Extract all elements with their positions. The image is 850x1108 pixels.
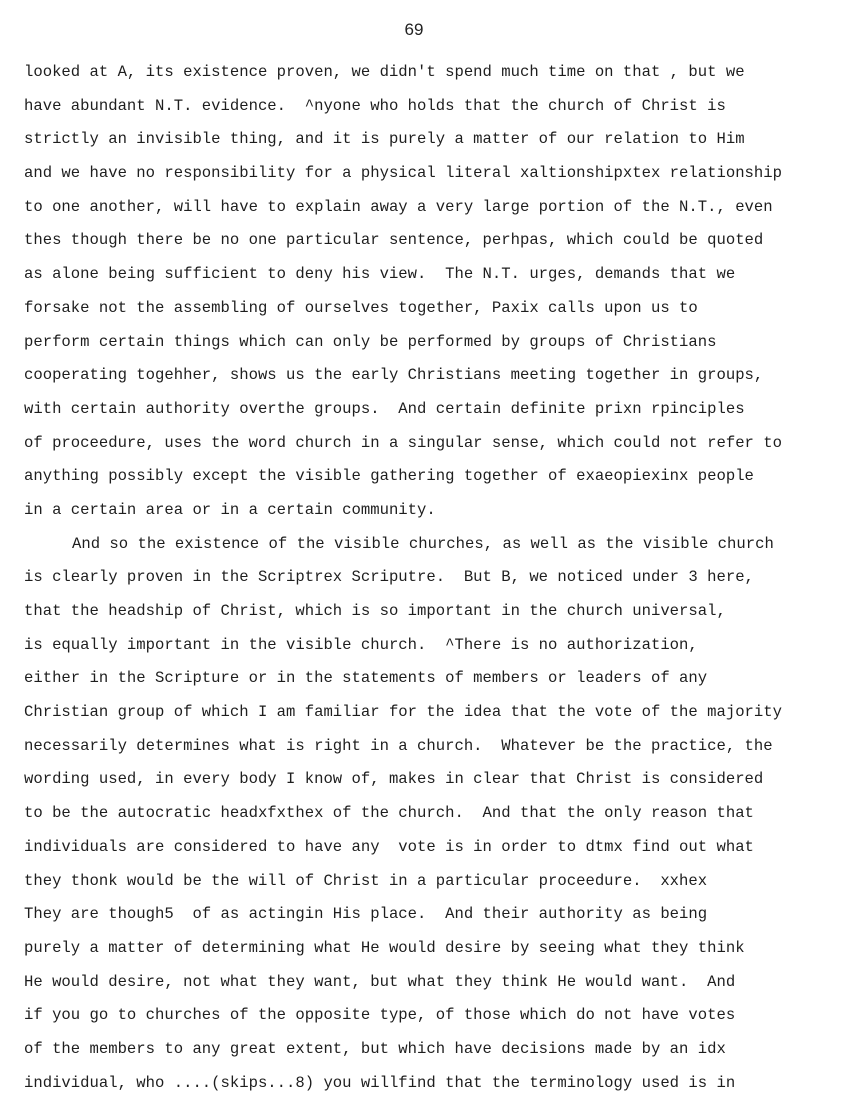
text-line: they thonk would be the will of Christ in a particular proceedure. xxhex	[24, 871, 708, 890]
text-line: He would desire, not what they want, but what they think He would want. And	[24, 972, 736, 991]
text-line: They are though5 of as actingin His place. And their authority as being	[24, 905, 708, 924]
text-line: strictly an invisible thing, and it is purely a matter of our relation to Him	[24, 130, 745, 149]
text-line: forsake not the assembling of ourselves together, Paxix calls upon us to	[24, 298, 698, 317]
text-line: to one another, will have to explain away a very large portion of the N.T., even	[24, 197, 773, 216]
text-line: perform certain things which can only be performed by groups of Christians	[24, 332, 717, 351]
text-line: Christian group of which I am familiar for the idea that the vote of the majority	[24, 703, 782, 722]
text-line: is clearly proven in the Scriptrex Scriputre. But B, we noticed under 3 here,	[24, 568, 754, 587]
text-line: and we have no responsibility for a physical literal xaltionshipxtex relationship	[24, 164, 782, 183]
text-line: if you go to churches of the opposite type, of those which do not have votes	[24, 1006, 736, 1025]
text-line: is equally important in the visible church. ^There is no authorization,	[24, 635, 698, 654]
text-line: either in the Scripture or in the statements of members or leaders of any	[24, 669, 708, 688]
text-line: thes though there be no one particular sentence, perhpas, which could be quoted	[24, 231, 764, 250]
text-line: cooperating togehher, shows us the early Christians meeting together in groups,	[24, 366, 764, 385]
page-number: 69	[404, 20, 424, 39]
text-line: that the headship of Christ, which is so important in the church universal,	[24, 602, 726, 620]
text-line: of the members to any great extent, but which have decisions made by an idx	[24, 1039, 726, 1058]
text-line: looked at A, its existence proven, we didn't spend much time on that , but we	[24, 63, 745, 81]
text-line: with certain authority overthe groups. And certain definite prixn rpinciples	[24, 399, 745, 418]
text-line: purely a matter of determining what He would desire by seeing what they think	[24, 938, 745, 957]
text-line: as alone being sufficient to deny his view. The N.T. urges, demands that we	[24, 265, 736, 284]
text-line: in a certain area or in a certain community.	[24, 500, 436, 519]
text-line: to be the autocratic headxfxthex of the church. And that the only reason that	[24, 804, 754, 823]
text-line: have abundant N.T. evidence. ^nyone who holds that the church of Christ is	[24, 96, 726, 115]
text-line: individuals are considered to have any vote is in order to dtmx find out what	[24, 837, 754, 856]
text-line: of proceedure, uses the word church in a singular sense, which could not refer to	[24, 433, 782, 452]
paragraph-start-line: And so the existence of the visible churches, as well as the visible church	[72, 534, 774, 553]
text-line: necessarily determines what is right in a church. Whatever be the practice, the	[24, 736, 773, 755]
text-line: individual, who ....(skips...8) you willfind that the terminology used is in	[24, 1073, 736, 1092]
text-line: wording used, in every body I know of, makes in clear that Christ is considered	[24, 770, 764, 789]
typewritten-body	[24, 56, 844, 1100]
text-line: anything possibly except the visible gathering together of exaeopiexinx people	[24, 467, 754, 486]
